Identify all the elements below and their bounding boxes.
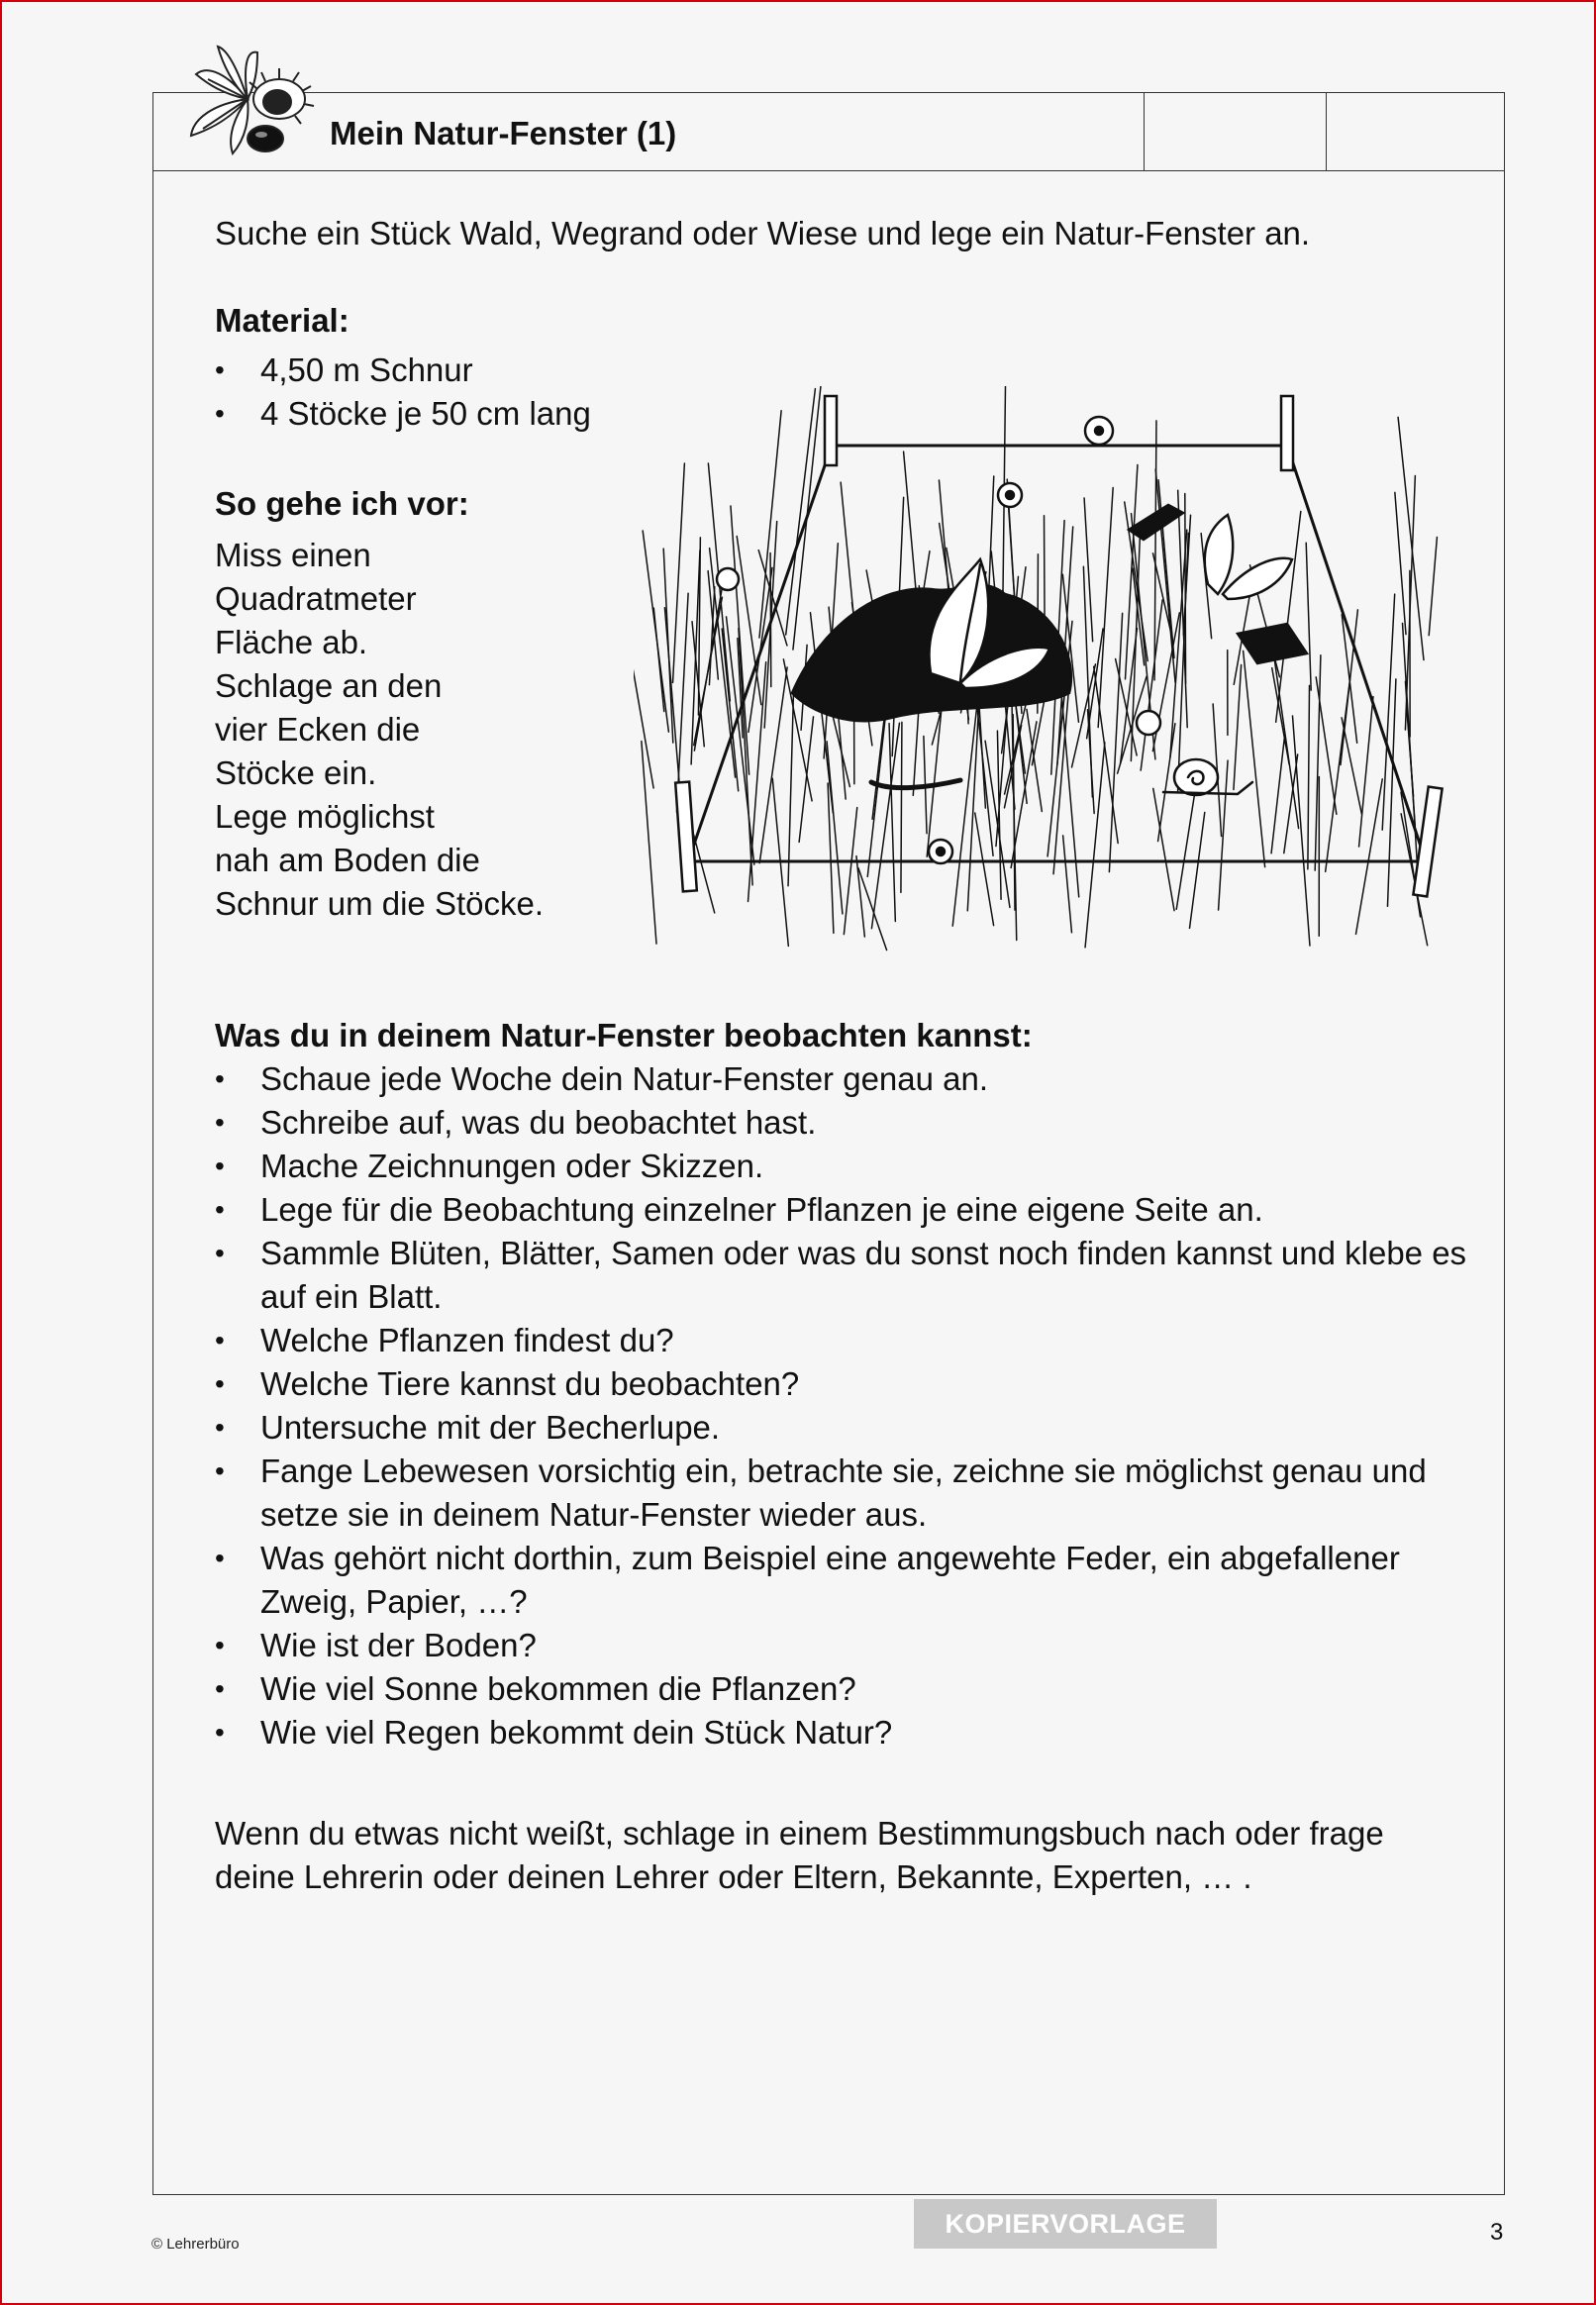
list-item: • Wie viel Regen bekommt dein Stück Natur?	[215, 1711, 1472, 1754]
list-item: • 4,50 m Schnur	[215, 349, 1472, 392]
intro-text: Suche ein Stück Wald, Wegrand oder Wiese und lege ein Natur-Fenster an.	[215, 215, 1311, 251]
grass-stroke	[673, 463, 685, 682]
list-item: • Welche Tiere kannst du beobachten?	[215, 1362, 1472, 1406]
procedure-line: nah am Boden die	[215, 842, 480, 878]
header-box-1	[1144, 93, 1327, 170]
grass-stroke	[872, 714, 885, 819]
grass-stroke	[858, 868, 887, 951]
procedure-line: vier Ecken die	[215, 711, 421, 748]
grass-stroke	[1154, 421, 1156, 680]
grass-stroke	[967, 688, 979, 911]
grass-stroke	[1219, 760, 1228, 910]
grass-stroke	[1158, 724, 1175, 842]
grass-stroke	[786, 389, 816, 635]
grass-stroke	[1292, 716, 1309, 946]
grass-stroke	[1072, 664, 1096, 767]
copyright: © Lehrerbüro	[151, 2236, 240, 2253]
list-item: • Welche Pflanzen findest du?	[215, 1319, 1472, 1362]
grass-stroke	[1429, 537, 1437, 635]
list-item: • Mache Zeichnungen oder Skizzen.	[215, 1145, 1472, 1188]
observe-list	[215, 1057, 1472, 1754]
grass-stroke	[737, 537, 761, 705]
procedure-line: Schlage an den	[215, 667, 443, 704]
list-item: • Was gehört nicht dorthin, zum Beispiel eine angewehte Feder, ein abgefallener Zweig, Papier, …?	[215, 1537, 1472, 1624]
grass-stroke	[1190, 812, 1205, 928]
procedure-line: Stöcke ein.	[215, 754, 377, 791]
grass-stroke	[1176, 784, 1196, 909]
header-row	[153, 93, 1504, 171]
observe-heading: Was du in deinem Natur-Fenster beobachten kannst:	[215, 1017, 1033, 1053]
grass-stroke	[739, 629, 752, 885]
grass-stroke	[642, 742, 656, 945]
grass-stroke	[1359, 697, 1373, 847]
grass-stroke	[1271, 734, 1285, 852]
list-item: • 4 Stöcke je 50 cm lang	[215, 392, 1472, 436]
page-title: Mein Natur-Fenster (1)	[330, 115, 677, 151]
grass-stroke	[1308, 685, 1310, 868]
procedure-line: Quadratmeter	[215, 580, 417, 617]
grass-stroke	[844, 808, 856, 935]
list-item: • Schreibe auf, was du beobachtet hast.	[215, 1101, 1472, 1145]
list-item: • Untersuche mit der Becherlupe.	[215, 1406, 1472, 1450]
grass-stroke	[788, 693, 793, 886]
header-box-2	[1326, 93, 1505, 170]
grass-stroke	[1085, 743, 1105, 948]
grass-stroke	[1098, 488, 1113, 728]
grass-stroke	[913, 701, 919, 796]
list-item: • Wie ist der Boden?	[215, 1624, 1472, 1667]
grass-stroke	[1063, 836, 1072, 933]
copy-template-stamp: KOPIERVORLAGE	[914, 2199, 1217, 2249]
list-item: • Fange Lebewesen vorsichtig ein, betrachte sie, zeichne sie möglichst genau und setze sie in deinem Natur-Fenster wieder aus.	[215, 1450, 1472, 1537]
list-item: • Sammle Blüten, Blätter, Samen oder was du sonst noch finden kannst und klebe es auf ein Blatt.	[215, 1232, 1472, 1319]
chestnut-icon	[188, 45, 327, 158]
grass-stroke	[952, 697, 977, 926]
grass-stroke	[653, 608, 663, 711]
list-item: • Wie viel Sonne bekommen die Pflanzen?	[215, 1667, 1472, 1711]
grass-stroke	[1276, 511, 1301, 722]
material-heading: Material:	[215, 302, 349, 339]
procedure-line: Lege möglichst	[215, 798, 435, 835]
procedure-section	[215, 482, 660, 926]
grass-stroke	[901, 722, 902, 892]
page-number: 3	[1490, 2219, 1504, 2246]
procedure-line: Fläche ab.	[215, 624, 368, 660]
procedure-heading: So gehe ich vor:	[215, 485, 469, 522]
nature-window-illustration	[634, 386, 1465, 960]
list-item: • Schaue jede Woche dein Natur-Fenster genau an.	[215, 1057, 1472, 1101]
grass-stroke	[799, 717, 813, 843]
grass-stroke	[1395, 492, 1406, 634]
grass-stroke	[1306, 543, 1311, 690]
grass-stroke	[748, 662, 766, 902]
grass-stroke	[856, 856, 864, 937]
procedure-line: Schnur um die Stöcke.	[215, 885, 544, 922]
grass-stroke	[663, 549, 673, 743]
observe-section	[215, 1014, 1472, 1754]
grass-stroke	[1382, 594, 1394, 830]
procedure-line: Miss einen	[215, 537, 371, 573]
grass-stroke	[1244, 651, 1265, 866]
list-item: • Lege für die Beobachtung einzelner Pflanzen je eine eigene Seite an.	[215, 1188, 1472, 1232]
closing-text: Wenn du etwas nicht weißt, schlage in einem Bestimmungsbuch nach oder frage deine Lehrerin oder deinen Lehrer oder Eltern, Bekannte, Experten, … .	[215, 1815, 1384, 1895]
